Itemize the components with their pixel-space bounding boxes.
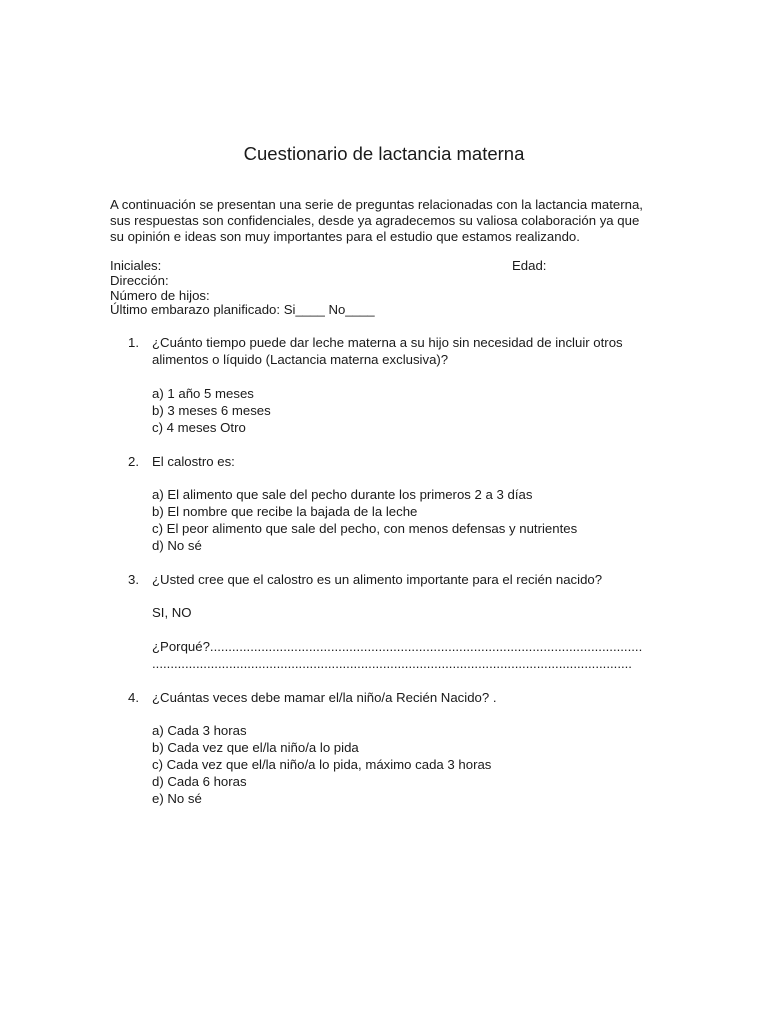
answer-option: d) Cada 6 horas bbox=[152, 774, 247, 789]
question-text: ¿Cuántas veces debe mamar el/la niño/a Recién Nacido? . bbox=[152, 690, 497, 705]
field-hijos: Número de hijos: bbox=[110, 288, 210, 303]
answer-option: b) Cada vez que el/la niño/a lo pida bbox=[152, 740, 359, 755]
answer-option: a) 1 año 5 meses bbox=[152, 386, 254, 401]
field-embarazo: Último embarazo planificado: Si____ No____ bbox=[110, 302, 375, 317]
question-text: El calostro es: bbox=[152, 454, 235, 469]
answer-option: d) No sé bbox=[152, 538, 202, 553]
answer-choices: SI, NO bbox=[152, 605, 192, 620]
question-text: ¿Usted cree que el calostro es un alimento importante para el recién nacido? bbox=[152, 572, 603, 587]
answer-option: c) 4 meses Otro bbox=[152, 420, 246, 435]
answer-option: b) 3 meses 6 meses bbox=[152, 403, 271, 418]
question-number: 4. bbox=[128, 690, 139, 705]
answer-option: a) Cada 3 horas bbox=[152, 723, 247, 738]
question-number: 3. bbox=[128, 572, 139, 587]
field-edad: Edad: bbox=[512, 258, 547, 273]
question-text: ¿Cuánto tiempo puede dar leche materna a su hijo sin necesidad de incluir otros bbox=[152, 335, 623, 350]
question-text: alimentos o líquido (Lactancia materna exclusiva)? bbox=[152, 352, 449, 367]
porque-line: ¿Porqué?...................................................................................................................... bbox=[152, 639, 643, 654]
answer-option: c) El peor alimento que sale del pecho, con menos defensas y nutrientes bbox=[152, 521, 578, 536]
answer-option: a) El alimento que sale del pecho durante los primeros 2 a 3 días bbox=[152, 487, 533, 502]
intro-line: su opinión e ideas son muy importantes para el estudio que estamos realizando. bbox=[110, 229, 580, 244]
intro-line: sus respuestas son confidenciales, desde ya agradecemos su valiosa colaboración ya que bbox=[110, 213, 640, 228]
answer-option: b) El nombre que recibe la bajada de la leche bbox=[152, 504, 418, 519]
answer-option: e) No sé bbox=[152, 791, 202, 806]
intro-line: A continuación se presentan una serie de preguntas relacionadas con la lactancia materna, bbox=[110, 197, 643, 212]
page-title: Cuestionario de lactancia materna bbox=[243, 143, 525, 164]
dotted-line: ................................................................................................................................... bbox=[152, 656, 632, 671]
question-number: 2. bbox=[128, 454, 139, 469]
question-number: 1. bbox=[128, 335, 139, 350]
field-direccion: Dirección: bbox=[110, 273, 169, 288]
field-iniciales: Iniciales: bbox=[110, 258, 162, 273]
answer-option: c) Cada vez que el/la niño/a lo pida, máximo cada 3 horas bbox=[152, 757, 492, 772]
